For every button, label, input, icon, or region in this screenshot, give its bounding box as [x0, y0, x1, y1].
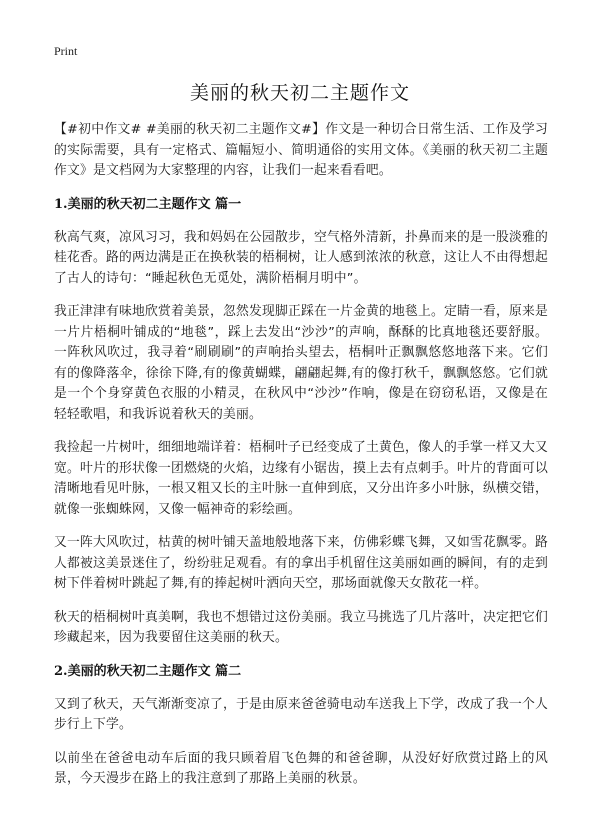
- section-1-paragraph-5: 秋天的梧桐树叶真美啊，我也不想错过这份美丽。我立马挑选了几片落叶，决定把它们珍藏起来，因为我要留住这美丽的秋天。: [54, 609, 548, 645]
- section-1-paragraph-4: 又一阵大风吹过，枯黄的树叶铺天盖地般地落下来，仿佛彩蝶飞舞，又如雪花飘零。路人都被这美景迷住了，纷纷驻足观看。有的拿出手机留住这美丽如画的瞬间，有的走到树下伴着树叶跳起了舞,有的捧起树叶洒向天空，那场面就像天女散花一样。: [54, 535, 548, 591]
- section-1-paragraph-2: 我正津津有味地欣赏着美景，忽然发现脚正踩在一片金黄的地毯上。定睛一看，原来是一片片梧桐叶铺成的“地毯”，踩上去发出“沙沙”的声响，酥酥的比真地毯还要舒服。一阵秋风吹过，我寻着“刷刷刷”的声响抬头望去，梧桐叶正飘飘悠悠地落下来。它们有的像降落伞，徐徐下降,有的像黄蝴蝶，翩翩起舞,有的像打秋千，飘飘悠悠。它们就是一个个身穿黄色衣服的小精灵，在秋风中“沙沙”作响，像是在窃窃私语，又像是在轻轻歌唱，和我诉说着秋天的美丽。: [54, 304, 548, 422]
- section-heading-2: 2.美丽的秋天初二主题作文 篇二: [54, 663, 242, 679]
- section-1-paragraph-1: 秋高气爽，凉风习习，我和妈妈在公园散步，空气格外清新，扑鼻而来的是一股淡雅的桂花香。路的两边满是正在换秋装的梧桐树，让人感到浓浓的秋意，这让人不由得想起了古人的诗句：“睡起秋色无觅处，满阶梧桐月明中”。: [54, 229, 548, 286]
- print-label: Print: [54, 44, 78, 58]
- section-2-paragraph-1: 又到了秋天，天气渐渐变凉了，于是由原来爸爸骑电动车送我上下学，改成了我一个人步行上下学。: [54, 696, 548, 732]
- article-body: [54, 120, 548, 803]
- section-heading-1: 1.美丽的秋天初二主题作文 篇一: [54, 196, 242, 212]
- intro-paragraph: 【#初中作文# #美丽的秋天初二主题作文#】作文是一种切合日常生活、工作及学习的实际需要，具有一定格式、篇幅短小、简明通俗的实用文体。《美丽的秋天初二主题作文》是文档网为大家整理的内容，让我们一起来看看吧。: [54, 122, 548, 178]
- page-title: 美丽的秋天初二主题作文: [189, 82, 410, 104]
- section-1-paragraph-3: 我捡起一片树叶，细细地端详着：梧桐叶子已经变成了土黄色，像人的手掌一样又大又宽。叶片的形状像一团燃烧的火焰，边缘有小锯齿，摸上去有点刺手。叶片的背面可以清晰地看见叶脉，一根又粗又长的主叶脉一直伸到底，又分出许多小叶脉，纵横交错，就像一张蜘蛛网，又像一幅神奇的彩绘画。: [54, 440, 548, 517]
- section-2-paragraph-2: 以前坐在爸爸电动车后面的我只顾着眉飞色舞的和爸爸聊，从没好好欣赏过路上的风景，今天漫步在路上的我注意到了那路上美丽的秋景。: [54, 750, 548, 786]
